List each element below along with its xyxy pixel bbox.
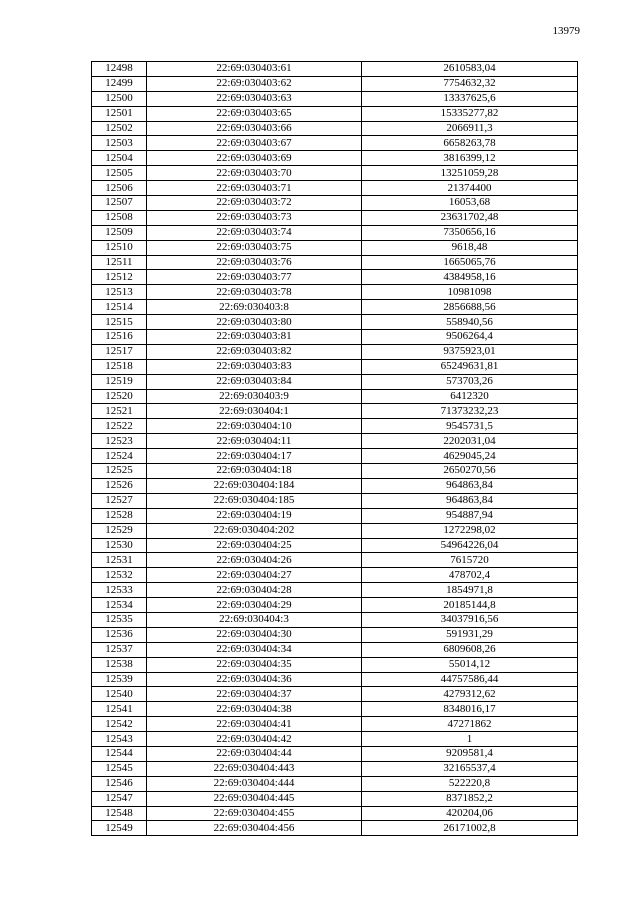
table-row (92, 389, 578, 404)
cadastral-value-cell: 9375923,01 (362, 344, 578, 359)
cadastral-value-cell: 8348016,17 (362, 702, 578, 717)
row-number-cell: 12505 (92, 166, 147, 181)
cadastral-value-cell: 6658263,78 (362, 136, 578, 151)
cadastral-value-cell: 3816399,12 (362, 151, 578, 166)
table-body (92, 62, 578, 836)
row-number-cell: 12531 (92, 553, 147, 568)
cadastral-number-cell: 22:69:030404:18 (147, 464, 362, 479)
table-row (92, 196, 578, 211)
cadastral-number-cell: 22:69:030403:70 (147, 166, 362, 181)
cadastral-number-cell: 22:69:030404:30 (147, 627, 362, 642)
row-number-cell: 12520 (92, 389, 147, 404)
table-row (92, 583, 578, 598)
table-row (92, 642, 578, 657)
cadastral-value-cell: 2066911,3 (362, 121, 578, 136)
cadastral-value-cell: 71373232,23 (362, 404, 578, 419)
cadastral-value-cell: 1665065,76 (362, 255, 578, 270)
row-number-cell: 12499 (92, 76, 147, 91)
row-number-cell: 12540 (92, 687, 147, 702)
cadastral-value-cell: 964863,84 (362, 478, 578, 493)
table-row (92, 538, 578, 553)
table-row (92, 598, 578, 613)
table-row (92, 627, 578, 642)
cadastral-number-cell: 22:69:030403:76 (147, 255, 362, 270)
row-number-cell: 12519 (92, 374, 147, 389)
cadastral-number-cell: 22:69:030404:38 (147, 702, 362, 717)
cadastral-value-cell: 20185144,8 (362, 598, 578, 613)
row-number-cell: 12518 (92, 359, 147, 374)
table-row (92, 106, 578, 121)
cadastral-number-cell: 22:69:030403:71 (147, 181, 362, 196)
cadastral-number-cell: 22:69:030403:9 (147, 389, 362, 404)
cadastral-number-cell: 22:69:030403:74 (147, 225, 362, 240)
table-row (92, 285, 578, 300)
row-number-cell: 12541 (92, 702, 147, 717)
cadastral-number-cell: 22:69:030404:34 (147, 642, 362, 657)
cadastral-number-cell: 22:69:030404:35 (147, 657, 362, 672)
row-number-cell: 12502 (92, 121, 147, 136)
row-number-cell: 12506 (92, 181, 147, 196)
cadastral-number-cell: 22:69:030404:455 (147, 806, 362, 821)
cadastral-value-cell: 954887,94 (362, 508, 578, 523)
row-number-cell: 12504 (92, 151, 147, 166)
cadastral-value-cell: 478702,4 (362, 568, 578, 583)
table-row (92, 612, 578, 627)
row-number-cell: 12549 (92, 821, 147, 836)
page-number: 13979 (552, 25, 580, 37)
row-number-cell: 12513 (92, 285, 147, 300)
cadastral-value-cell: 9545731,5 (362, 419, 578, 434)
cadastral-number-cell: 22:69:030404:185 (147, 493, 362, 508)
table-row (92, 449, 578, 464)
cadastral-number-cell: 22:69:030403:65 (147, 106, 362, 121)
table-row (92, 702, 578, 717)
table-row (92, 359, 578, 374)
cadastral-number-cell: 22:69:030404:26 (147, 553, 362, 568)
cadastral-number-cell: 22:69:030404:444 (147, 776, 362, 791)
cadastral-value-cell: 7615720 (362, 553, 578, 568)
table-row (92, 181, 578, 196)
cadastral-number-cell: 22:69:030404:456 (147, 821, 362, 836)
row-number-cell: 12529 (92, 523, 147, 538)
table-row (92, 687, 578, 702)
table-row (92, 166, 578, 181)
table-row (92, 464, 578, 479)
row-number-cell: 12542 (92, 717, 147, 732)
cadastral-number-cell: 22:69:030404:445 (147, 791, 362, 806)
row-number-cell: 12537 (92, 642, 147, 657)
row-number-cell: 12516 (92, 330, 147, 345)
row-number-cell: 12498 (92, 62, 147, 77)
table-row (92, 121, 578, 136)
cadastral-value-cell: 522220,8 (362, 776, 578, 791)
table-row (92, 791, 578, 806)
row-number-cell: 12528 (92, 508, 147, 523)
cadastral-value-cell: 15335277,82 (362, 106, 578, 121)
table-row (92, 315, 578, 330)
cadastral-value-cell: 34037916,56 (362, 612, 578, 627)
cadastral-value-cell: 9618,48 (362, 240, 578, 255)
row-number-cell: 12522 (92, 419, 147, 434)
cadastral-value-cell: 13337625,6 (362, 91, 578, 106)
cadastral-value-cell: 420204,06 (362, 806, 578, 821)
table-row (92, 419, 578, 434)
row-number-cell: 12507 (92, 196, 147, 211)
cadastral-value-cell: 6809608,26 (362, 642, 578, 657)
cadastral-value-cell: 26171002,8 (362, 821, 578, 836)
cadastral-value-cell: 4629045,24 (362, 449, 578, 464)
row-number-cell: 12534 (92, 598, 147, 613)
row-number-cell: 12501 (92, 106, 147, 121)
row-number-cell: 12548 (92, 806, 147, 821)
table-row (92, 300, 578, 315)
cadastral-value-cell: 4384958,16 (362, 270, 578, 285)
row-number-cell: 12544 (92, 746, 147, 761)
cadastral-value-cell: 7754632,32 (362, 76, 578, 91)
cadastral-value-cell: 8371852,2 (362, 791, 578, 806)
cadastral-value-cell: 964863,84 (362, 493, 578, 508)
table-row (92, 62, 578, 77)
row-number-cell: 12503 (92, 136, 147, 151)
table-row (92, 76, 578, 91)
cadastral-number-cell: 22:69:030404:19 (147, 508, 362, 523)
row-number-cell: 12523 (92, 434, 147, 449)
cadastral-value-cell: 55014,12 (362, 657, 578, 672)
row-number-cell: 12527 (92, 493, 147, 508)
cadastral-value-cell: 1 (362, 732, 578, 747)
cadastral-value-table (91, 61, 578, 836)
table-row (92, 746, 578, 761)
row-number-cell: 12517 (92, 344, 147, 359)
row-number-cell: 12512 (92, 270, 147, 285)
cadastral-value-cell: 2650270,56 (362, 464, 578, 479)
table-row (92, 330, 578, 345)
cadastral-number-cell: 22:69:030404:11 (147, 434, 362, 449)
row-number-cell: 12533 (92, 583, 147, 598)
row-number-cell: 12530 (92, 538, 147, 553)
table-row (92, 717, 578, 732)
cadastral-number-cell: 22:69:030404:27 (147, 568, 362, 583)
row-number-cell: 12509 (92, 225, 147, 240)
cadastral-number-cell: 22:69:030403:66 (147, 121, 362, 136)
row-number-cell: 12510 (92, 240, 147, 255)
row-number-cell: 12500 (92, 91, 147, 106)
table-row (92, 761, 578, 776)
row-number-cell: 12526 (92, 478, 147, 493)
cadastral-value-cell: 44757586,44 (362, 672, 578, 687)
cadastral-number-cell: 22:69:030403:67 (147, 136, 362, 151)
row-number-cell: 12508 (92, 210, 147, 225)
cadastral-number-cell: 22:69:030403:8 (147, 300, 362, 315)
cadastral-value-cell: 23631702,48 (362, 210, 578, 225)
table-row (92, 568, 578, 583)
table-row (92, 255, 578, 270)
table-row (92, 136, 578, 151)
cadastral-value-cell: 9209581,4 (362, 746, 578, 761)
row-number-cell: 12545 (92, 761, 147, 776)
cadastral-number-cell: 22:69:030404:42 (147, 732, 362, 747)
row-number-cell: 12521 (92, 404, 147, 419)
row-number-cell: 12539 (92, 672, 147, 687)
table-row (92, 657, 578, 672)
row-number-cell: 12538 (92, 657, 147, 672)
cadastral-number-cell: 22:69:030404:25 (147, 538, 362, 553)
table-row (92, 553, 578, 568)
cadastral-number-cell: 22:69:030403:83 (147, 359, 362, 374)
cadastral-number-cell: 22:69:030404:184 (147, 478, 362, 493)
cadastral-value-cell: 1854971,8 (362, 583, 578, 598)
cadastral-number-cell: 22:69:030404:28 (147, 583, 362, 598)
cadastral-value-cell: 7350656,16 (362, 225, 578, 240)
cadastral-value-cell: 54964226,04 (362, 538, 578, 553)
row-number-cell: 12524 (92, 449, 147, 464)
table-row (92, 776, 578, 791)
cadastral-value-cell: 2202031,04 (362, 434, 578, 449)
cadastral-number-cell: 22:69:030404:44 (147, 746, 362, 761)
cadastral-number-cell: 22:69:030403:78 (147, 285, 362, 300)
cadastral-number-cell: 22:69:030404:10 (147, 419, 362, 434)
cadastral-number-cell: 22:69:030403:62 (147, 76, 362, 91)
cadastral-value-cell: 10981098 (362, 285, 578, 300)
cadastral-value-cell: 65249631,81 (362, 359, 578, 374)
table-row (92, 732, 578, 747)
cadastral-value-cell: 558940,56 (362, 315, 578, 330)
cadastral-value-cell: 6412320 (362, 389, 578, 404)
cadastral-value-cell: 21374400 (362, 181, 578, 196)
table-row (92, 508, 578, 523)
row-number-cell: 12511 (92, 255, 147, 270)
cadastral-number-cell: 22:69:030403:80 (147, 315, 362, 330)
cadastral-number-cell: 22:69:030404:17 (147, 449, 362, 464)
table-row (92, 91, 578, 106)
cadastral-number-cell: 22:69:030404:36 (147, 672, 362, 687)
cadastral-value-cell: 591931,29 (362, 627, 578, 642)
cadastral-value-cell: 32165537,4 (362, 761, 578, 776)
cadastral-value-cell: 47271862 (362, 717, 578, 732)
table-row (92, 434, 578, 449)
table-row (92, 270, 578, 285)
cadastral-number-cell: 22:69:030403:73 (147, 210, 362, 225)
row-number-cell: 12535 (92, 612, 147, 627)
row-number-cell: 12536 (92, 627, 147, 642)
cadastral-number-cell: 22:69:030404:443 (147, 761, 362, 776)
row-number-cell: 12525 (92, 464, 147, 479)
table-row (92, 151, 578, 166)
row-number-cell: 12515 (92, 315, 147, 330)
cadastral-value-cell: 1272298,02 (362, 523, 578, 538)
cadastral-number-cell: 22:69:030403:84 (147, 374, 362, 389)
cadastral-value-cell: 9506264,4 (362, 330, 578, 345)
table-row (92, 523, 578, 538)
cadastral-value-cell: 2856688,56 (362, 300, 578, 315)
table-row (92, 672, 578, 687)
cadastral-number-cell: 22:69:030403:82 (147, 344, 362, 359)
table-row (92, 806, 578, 821)
table-row (92, 404, 578, 419)
cadastral-number-cell: 22:69:030404:3 (147, 612, 362, 627)
row-number-cell: 12543 (92, 732, 147, 747)
cadastral-number-cell: 22:69:030403:75 (147, 240, 362, 255)
cadastral-value-cell: 2610583,04 (362, 62, 578, 77)
row-number-cell: 12547 (92, 791, 147, 806)
row-number-cell: 12546 (92, 776, 147, 791)
table-row (92, 240, 578, 255)
table-row (92, 344, 578, 359)
cadastral-value-cell: 13251059,28 (362, 166, 578, 181)
cadastral-number-cell: 22:69:030404:37 (147, 687, 362, 702)
row-number-cell: 12514 (92, 300, 147, 315)
cadastral-number-cell: 22:69:030403:72 (147, 196, 362, 211)
cadastral-number-cell: 22:69:030403:69 (147, 151, 362, 166)
cadastral-value-cell: 16053,68 (362, 196, 578, 211)
table-row (92, 821, 578, 836)
cadastral-value-cell: 573703,26 (362, 374, 578, 389)
cadastral-number-cell: 22:69:030404:1 (147, 404, 362, 419)
cadastral-value-cell: 4279312,62 (362, 687, 578, 702)
table-row (92, 210, 578, 225)
table-row (92, 478, 578, 493)
cadastral-number-cell: 22:69:030403:77 (147, 270, 362, 285)
cadastral-number-cell: 22:69:030403:61 (147, 62, 362, 77)
table-row (92, 225, 578, 240)
row-number-cell: 12532 (92, 568, 147, 583)
cadastral-number-cell: 22:69:030404:29 (147, 598, 362, 613)
table-row (92, 374, 578, 389)
cadastral-number-cell: 22:69:030404:202 (147, 523, 362, 538)
cadastral-number-cell: 22:69:030404:41 (147, 717, 362, 732)
cadastral-number-cell: 22:69:030403:81 (147, 330, 362, 345)
table-row (92, 493, 578, 508)
cadastral-number-cell: 22:69:030403:63 (147, 91, 362, 106)
